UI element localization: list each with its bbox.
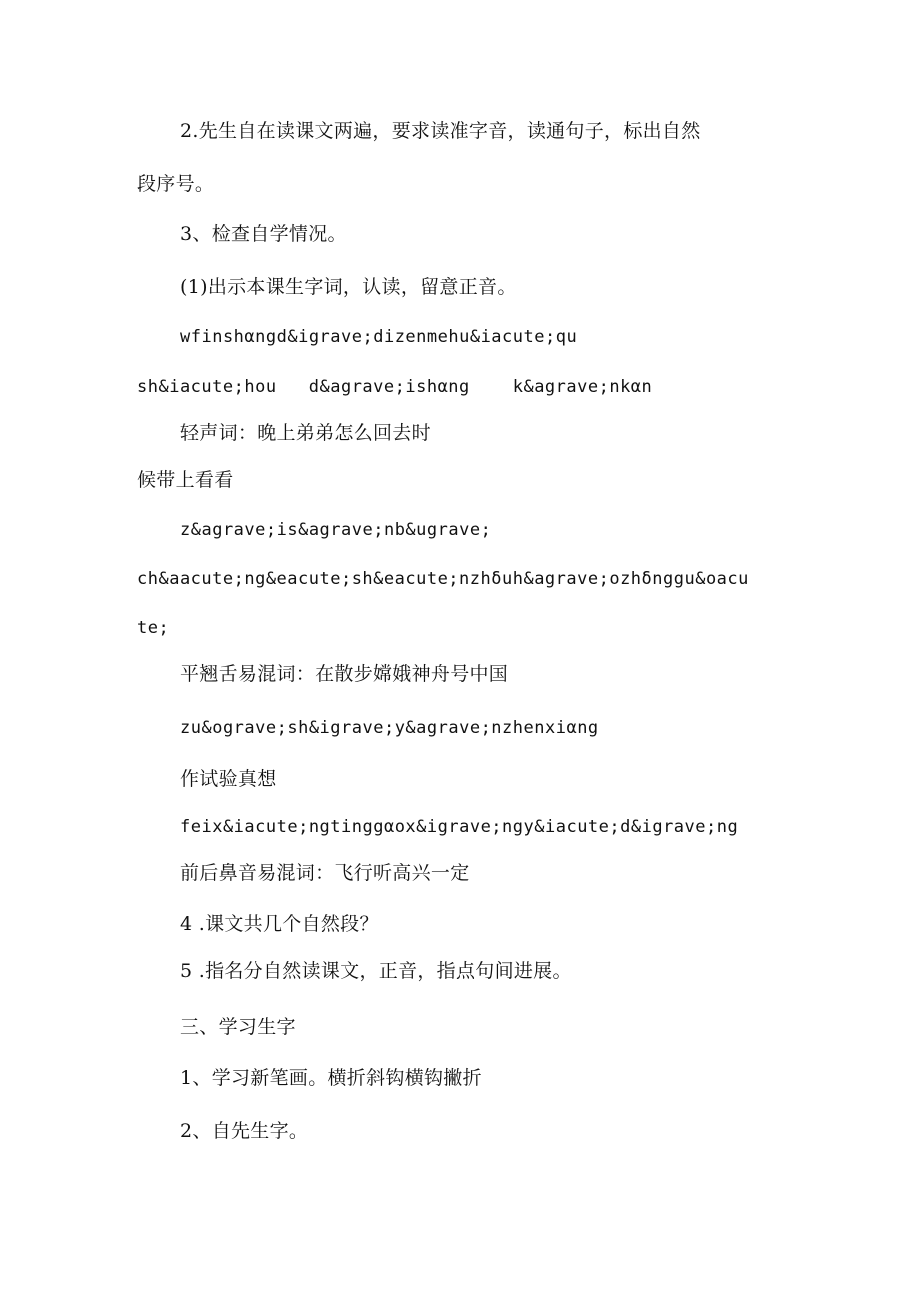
- paragraph-step-4: 4 .课文共几个自然段？: [180, 913, 379, 935]
- section-3-step-1: 1、学习新笔画。横折斜钩横钩撇折: [180, 1067, 482, 1089]
- pinyin-line-6: feix&iacute;ngtinggαox&igrave;ngy&iacute;d&igrave;ng: [180, 817, 739, 837]
- pinyin-line-4-continued: te;: [137, 618, 170, 638]
- paragraph-step-3: 3、检查自学情况。: [180, 223, 347, 245]
- pinyin-line-2: sh&iacute;hou d&agrave;ishαng k&agrave;nkαn: [137, 377, 653, 397]
- light-tone-words-continued: 候带上看看: [137, 469, 234, 491]
- paragraph-step-2: 2.先生自在读课文两遍，要求读准字音，读通句子，标出自然: [180, 120, 701, 142]
- section-heading-3: 三、学习生字: [180, 1016, 296, 1038]
- pinyin-line-1: wfinshαngd&igrave;dizenmehu&iacute;qu: [180, 327, 578, 347]
- paragraph-step-5: 5 .指名分自然读课文，正音，指点句间进展。: [180, 960, 572, 982]
- pinyin-line-5: zu&ograve;sh&igrave;y&agrave;nzhenxiαng: [180, 718, 599, 738]
- light-tone-words: 轻声词：晚上弟弟怎么回去时: [180, 422, 431, 444]
- pinyin-line-4: ch&aacute;ng&eacute;sh&eacute;nzhδuh&agrave;ozhδnggu&oacu: [137, 569, 749, 589]
- pinyin-line-3: z&agrave;is&agrave;nb&ugrave;: [180, 520, 492, 540]
- retroflex-words-continued: 作试验真想: [180, 768, 277, 790]
- nasal-words: 前后鼻音易混词：飞行听高兴一定: [180, 862, 470, 884]
- section-3-step-2: 2、自先生字。: [180, 1120, 309, 1142]
- paragraph-step-2-continued: 段序号。: [137, 173, 215, 195]
- paragraph-step-3-1: (1)出示本课生字词，认读，留意正音。: [180, 276, 517, 298]
- retroflex-words: 平翘舌易混词：在散步嫦娥神舟号中国: [180, 663, 509, 685]
